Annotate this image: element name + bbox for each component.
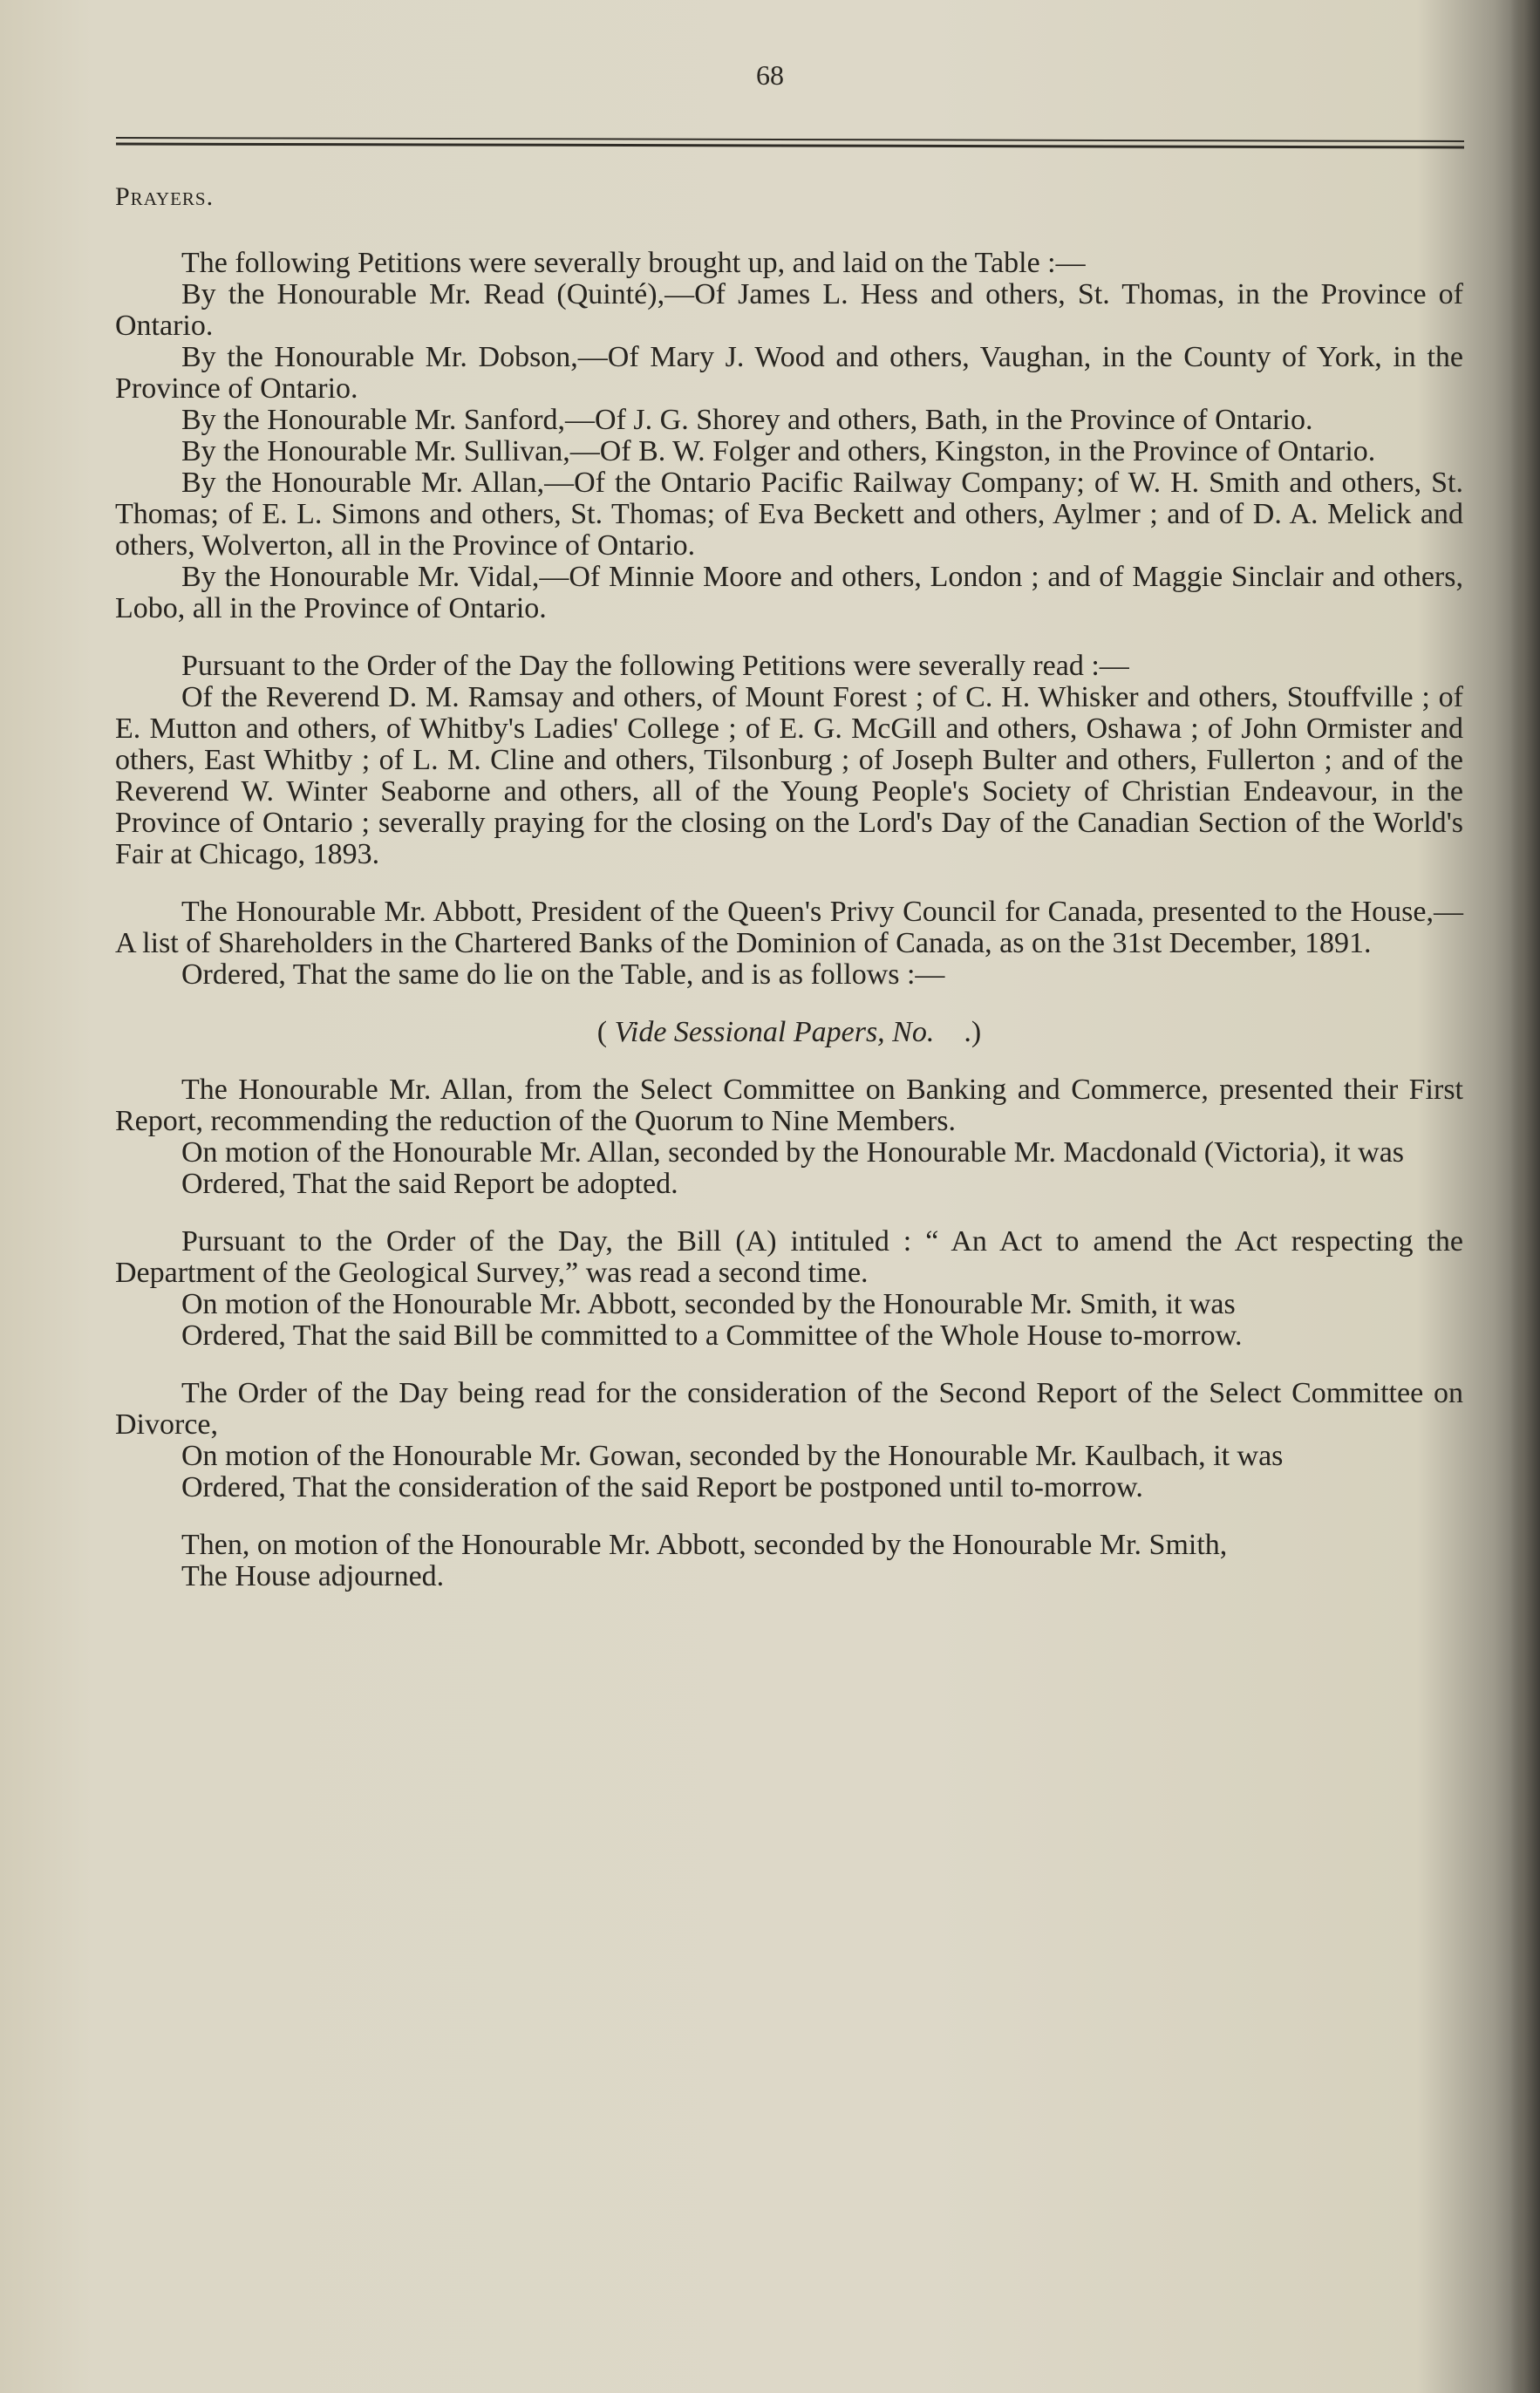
petition-sullivan: By the Honourable Mr. Sullivan,—Of B. W. Folger and others, Kingston, in the Province of Ontario. [181, 435, 1376, 467]
petitions-intro: The following Petitions were severally brought up, and laid on the Table :— [181, 247, 1086, 279]
house-adjourned: The House adjourned. [181, 1560, 445, 1592]
page-number: 68 [756, 59, 784, 91]
adjournment-motion: Then, on motion of the Honourable Mr. Abbott, seconded by the Honourable Mr. Smith, [181, 1529, 1228, 1561]
vide-sessional-papers [115, 1017, 1463, 1048]
petition-vidal: By the Honourable Mr. Vidal,—Of Minnie Moore and others, London ; and of Maggie Sinclair and others, Lobo, all in the Province of Ontario. [115, 561, 1463, 624]
shareholders-presented: The Honourable Mr. Abbott, President of the Queen's Privy Council for Canada, presented to the House,—A list of Shareholders in the Chartered Banks of the Dominion of Canada, as on the 31st December, 1891. [115, 896, 1463, 959]
section-heading: Prayers. [115, 182, 215, 211]
shareholders-ordered: Ordered, That the same do lie on the Table, and is as follows :— [181, 958, 945, 991]
divorce-ordered: Ordered, That the consideration of the said Report be postponed until to-morrow. [181, 1471, 1143, 1503]
bill-a-ordered: Ordered, That the said Bill be committed to a Committee of the Whole House to-morrow. [181, 1319, 1243, 1352]
banking-motion: On motion of the Honourable Mr. Allan, seconded by the Honourable Mr. Macdonald (Victoria), it was [181, 1136, 1405, 1169]
petitions-read-list: Of the Reverend D. M. Ramsay and others, of Mount Forest ; of C. H. Whisker and others, Stouffville ; of E. Mutton and others, of Whitby's Ladies' College ; of E. G. McGill and others, Oshawa ; of John Ormister and others, East Whitby ; of L. M. Cline and others, Tilsonburg ; of Joseph Bulter and others, Fullerton ; and of the Reverend W. Winter Seaborne and others, all of the Young People's Society of Christian Endeavour, in the Province of Ontario ; severally praying for the closing on the Lord's Day of the Canadian Section of the World's Fair at Chicago, 1893. [115, 681, 1463, 870]
binding-shadow [1510, 0, 1540, 2393]
divorce-order: The Order of the Day being read for the consideration of the Second Report of the Select Committee on Divorce, [115, 1377, 1463, 1441]
vide-open: ( [596, 1016, 608, 1048]
divorce-motion: On motion of the Honourable Mr. Gowan, seconded by the Honourable Mr. Kaulbach, it was [181, 1440, 1284, 1472]
petition-allan: By the Honourable Mr. Allan,—Of the Ontario Pacific Railway Company; of W. H. Smith and others, St. Thomas; of E. L. Simons and others, St. Thomas; of Eva Beckett and others, Aylmer ; and of D. A. Melick and others, Wolverton, all in the Province of Ontario. [115, 467, 1463, 562]
banking-ordered: Ordered, That the said Report be adopted. [181, 1168, 678, 1200]
bill-a-motion: On motion of the Honourable Mr. Abbott, seconded by the Honourable Mr. Smith, it was [181, 1288, 1236, 1320]
petition-sanford: By the Honourable Mr. Sanford,—Of J. G. Shorey and others, Bath, in the Province of Ontario. [181, 404, 1313, 436]
petition-read: By the Honourable Mr. Read (Quinté),—Of James L. Hess and others, St. Thomas, in the Province of Ontario. [115, 278, 1463, 342]
petitions-read-intro: Pursuant to the Order of the Day the following Petitions were severally read :— [181, 650, 1129, 682]
bill-a-second-reading: Pursuant to the Order of the Day, the Bill (A) intituled : “ An Act to amend the Act respecting the Department of the Geological Survey,” was read a second time. [115, 1225, 1463, 1289]
banking-report: The Honourable Mr. Allan, from the Select Committee on Banking and Commerce, presented their First Report, recommending the reduction of the Quorum to Nine Members. [115, 1074, 1463, 1137]
petition-dobson: By the Honourable Mr. Dobson,—Of Mary J. Wood and others, Vaughan, in the County of York, in the Province of Ontario. [115, 341, 1463, 405]
vide-close: .) [964, 1016, 982, 1048]
header-rule [116, 131, 1464, 157]
journal-text [115, 171, 1463, 1592]
vide-text: Vide Sessional Papers, No. [614, 1016, 935, 1048]
